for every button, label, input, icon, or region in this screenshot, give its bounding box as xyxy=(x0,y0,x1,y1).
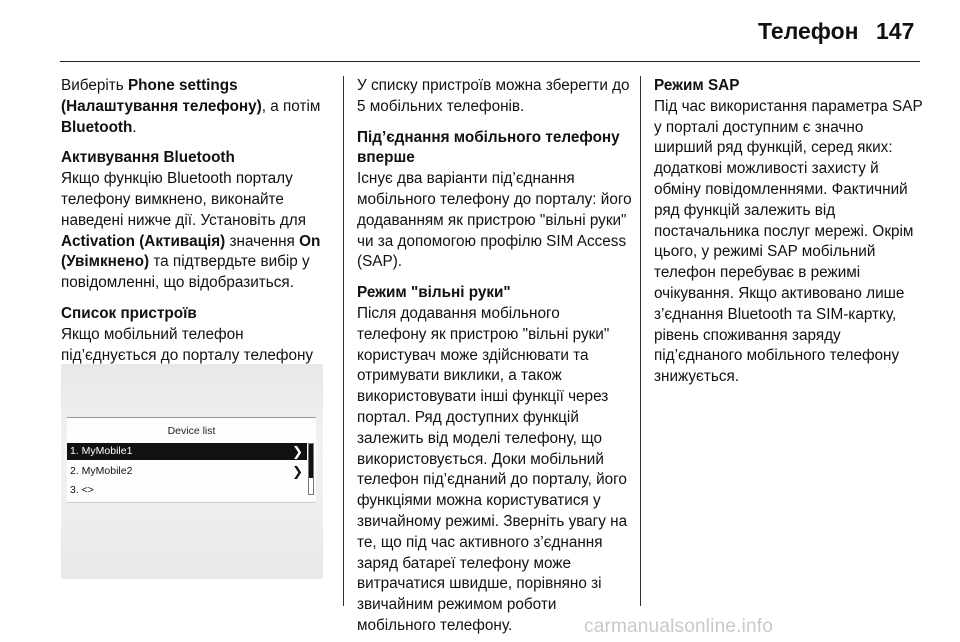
device-list-item-1[interactable] xyxy=(67,443,307,460)
device-list-item-3[interactable] xyxy=(67,482,307,499)
header-title: Телефон xyxy=(758,18,859,44)
text: Існує два варіанти під’єднання мобільного телефону до порталу: його додаванням як пристрою "вільні руки" чи за допомогою профілю SIM Access (SAP). xyxy=(357,170,632,271)
section-bluetooth-activation xyxy=(61,148,333,294)
heading-device-list: Список пристроїв xyxy=(61,304,197,322)
section-sap-mode xyxy=(654,76,924,388)
menu-ref-activation: Activation (Активація) xyxy=(61,232,226,250)
heading-sap-mode: Режим SAP xyxy=(654,77,740,94)
text: Виберіть xyxy=(61,77,128,94)
text: Під час використання параметра SAP у порталі доступним є значно ширший ряд функцій, серед яких: додаткові можливості захисту й обміну повідомленнями. Фактичний ряд функцій залежить від постачальника послуг мережі. Окрім цього, у режимі SAP мобільний телефон перебуває в режимі очікування. Якщо активовано лише з’єднання Bluetooth та SIM-картку, рівень споживання заряду під’єднаного мобільного телефону знижується. xyxy=(654,97,923,386)
scrollbar-thumb[interactable] xyxy=(309,444,313,478)
text: У списку пристроїв можна зберегти до 5 мобільних телефонів. xyxy=(357,77,630,115)
device-label: 1. MyMobile1 xyxy=(70,445,133,457)
heading-first-connection: Під’єднання мобільного телефону вперше xyxy=(357,128,620,167)
column-1 xyxy=(61,76,333,408)
chevron-right-icon: ❯ xyxy=(292,444,303,459)
section-first-connection xyxy=(357,128,633,274)
column-divider-1 xyxy=(343,76,344,606)
chevron-right-icon: ❯ xyxy=(292,464,303,479)
watermark: carmanualsonline.info xyxy=(584,616,774,637)
column-divider-2 xyxy=(640,76,641,606)
page-header xyxy=(0,0,960,62)
device-list-illustration xyxy=(61,364,323,579)
menu-ref-on: On (Увімкнено) xyxy=(61,232,321,271)
heading-bluetooth-activation: Активування Bluetooth xyxy=(61,149,235,167)
column-2 xyxy=(357,76,633,637)
menu-ref-bluetooth: Bluetooth xyxy=(61,118,133,136)
text: Якщо мобільний телефон під’єднується до порталу телефону xyxy=(61,325,314,364)
text: , а потім xyxy=(261,97,321,115)
text: Якщо функцію Bluetooth порталу телефону вимкнено, виконайте наведені нижче дії. Установіть для xyxy=(61,170,306,229)
device-label: 2. MyMobile2 xyxy=(70,465,133,477)
menu-ref-phone-settings: Phone settings (Налаштування телефону) xyxy=(61,77,262,115)
device-list-screen xyxy=(67,417,316,503)
column-3 xyxy=(654,76,924,388)
paragraph-device-limit xyxy=(357,76,633,118)
scrollbar[interactable] xyxy=(308,443,314,495)
text: Після додавання мобільного телефону як пристрою "вільні руки" користувач може здійснювати та отримувати виклики, а також використовувати інші функції через портал. Ряд доступних функцій залежить від моделі телефону, що використовується. Доки мобільний телефон під’єднаний до порталу, його функціями можна користуватися у звичайному режимі. Зверніть увагу на те, що під час активного з’єднання заряд батареї телефону може витрачатися швидше, порівняно зі звичайним режимом роботи мобільного телефону. xyxy=(357,304,628,634)
page-number: 147 xyxy=(876,18,915,44)
header-divider xyxy=(60,61,920,62)
section-handsfree-mode xyxy=(357,283,633,637)
paragraph-phone-settings xyxy=(61,76,333,138)
text: . xyxy=(132,118,137,136)
text: значення xyxy=(225,232,300,250)
text: та підтвердьте вибір у повідомленні, що відобразиться. xyxy=(61,253,310,292)
device-list-title: Device list xyxy=(167,425,216,437)
device-label: 3. <> xyxy=(70,484,94,496)
device-list-item-2[interactable] xyxy=(67,463,307,480)
heading-handsfree-mode: Режим "вільні руки" xyxy=(357,284,511,302)
